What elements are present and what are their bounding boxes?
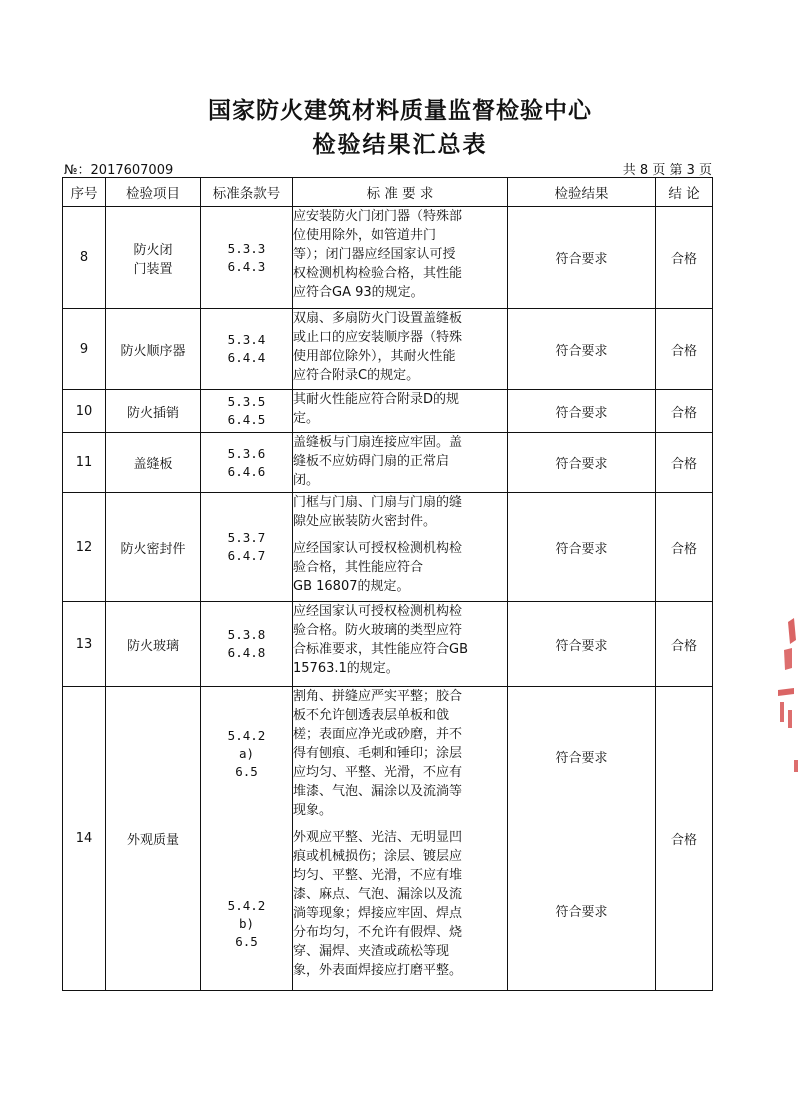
report-subtitle: 检验结果汇总表 — [312, 132, 488, 158]
table-row — [63, 493, 713, 602]
header-item: 检验项目 — [106, 178, 201, 207]
row-verdict: 合格 — [656, 207, 713, 309]
row-requirement: 应经国家认可授权检测机构检 验合格。防火玻璃的类型应符 合标准要求，其性能应符合GB 15763.1的规定。 — [293, 602, 508, 687]
report-title: 国家防火建筑材料质量监督检验中心 — [208, 98, 592, 124]
row-result: 符合要求 — [508, 433, 656, 493]
row-no: 9 — [63, 309, 106, 390]
table-row — [63, 309, 713, 390]
row-result: 符合要求 — [508, 602, 656, 687]
row-requirement: 割角、拼缝应严实平整；胶合 板不允许刨透表层单板和戗 槎；表面应净光或砂磨，并不 得有刨痕、毛刺和锤印；涂层 应均匀、平整、光滑，不应有 堆漆、气泡、漏涂以及流淌等 现象。 外观应平整、光洁、无明显凹 痕或机械损伤；涂层、镀层应 均匀、平整、光滑，不应有堆 漆、麻点、气泡、漏涂以及流 淌等现象；焊接应牢固、焊点 分布均匀，不允许有假焊、烧 穿、漏焊、夹渣或疏松等现 象，外表面焊接应打磨平整。 — [293, 687, 508, 991]
clause-b: 5.4.2 b) 6.5 — [227, 898, 266, 949]
row-verdict: 合格 — [656, 433, 713, 493]
header-clause: 标准条款号 — [201, 178, 293, 207]
clause-a: 5.4.2 a) 6.5 — [227, 728, 266, 779]
row-no: 14 — [63, 687, 106, 991]
header-requirement: 标 准 要 求 — [293, 178, 508, 207]
row-no: 10 — [63, 390, 106, 433]
row-item: 防火密封件 — [106, 493, 201, 602]
row-verdict: 合格 — [656, 309, 713, 390]
table-row — [63, 207, 713, 309]
results-table — [62, 177, 713, 991]
result-a: 符合要求 — [555, 751, 608, 766]
row-no: 11 — [63, 433, 106, 493]
row-result: 符合要求 — [508, 390, 656, 433]
row-clause: 5.3.6 6.4.6 — [201, 433, 293, 493]
table-row — [63, 687, 713, 991]
row-no: 12 — [63, 493, 106, 602]
row-verdict: 合格 — [656, 493, 713, 602]
header-no: 序号 — [63, 178, 106, 207]
row-clause: 5.3.7 6.4.7 — [201, 493, 293, 602]
row-result: 符合要求 — [508, 309, 656, 390]
row-clause: 5.3.8 6.4.8 — [201, 602, 293, 687]
page-info: 共 8 页 第 3 页 — [622, 163, 712, 178]
row-item: 外观质量 — [106, 687, 201, 991]
row-result — [508, 687, 656, 991]
result-b: 符合要求 — [555, 905, 608, 920]
table-row — [63, 390, 713, 433]
row-item: 防火玻璃 — [106, 602, 201, 687]
row-requirement: 门框与门扇、门扇与门扇的缝 隙处应嵌装防火密封件。 应经国家认可授权检测机构检 验合格，其性能应符合 GB 16807的规定。 — [293, 493, 508, 602]
row-requirement: 其耐火性能应符合附录D的规 定。 — [293, 390, 508, 433]
table-row — [63, 602, 713, 687]
row-clause — [201, 687, 293, 991]
row-requirement: 盖缝板与门扇连接应牢固。盖 缝板不应妨碍门扇的正常启 闭。 — [293, 433, 508, 493]
table-header-row — [63, 178, 713, 207]
table-row — [63, 433, 713, 493]
header-result: 检验结果 — [508, 178, 656, 207]
row-clause: 5.3.4 6.4.4 — [201, 309, 293, 390]
row-verdict: 合格 — [656, 390, 713, 433]
stamp-mark — [770, 610, 800, 780]
row-item: 防火闭 门装置 — [106, 207, 201, 309]
row-result: 符合要求 — [508, 493, 656, 602]
row-clause: 5.3.3 6.4.3 — [201, 207, 293, 309]
document-number: №：2017607009 — [64, 163, 174, 178]
row-result: 符合要求 — [508, 207, 656, 309]
row-verdict: 合格 — [656, 602, 713, 687]
row-item: 防火插销 — [106, 390, 201, 433]
row-no: 13 — [63, 602, 106, 687]
row-clause: 5.3.5 6.4.5 — [201, 390, 293, 433]
row-item: 防火顺序器 — [106, 309, 201, 390]
row-item: 盖缝板 — [106, 433, 201, 493]
row-requirement: 双扇、多扇防火门设置盖缝板 或止口的应安装顺序器（特殊 使用部位除外），其耐火性能 应符合附录C的规定。 — [293, 309, 508, 390]
row-no: 8 — [63, 207, 106, 309]
header-verdict: 结 论 — [656, 178, 713, 207]
row-verdict: 合格 — [656, 687, 713, 991]
row-requirement: 应安装防火门闭门器（特殊部 位使用除外，如管道井门 等）；闭门器应经国家认可授 权检测机构检验合格，其性能 应符合GA 93的规定。 — [293, 207, 508, 309]
